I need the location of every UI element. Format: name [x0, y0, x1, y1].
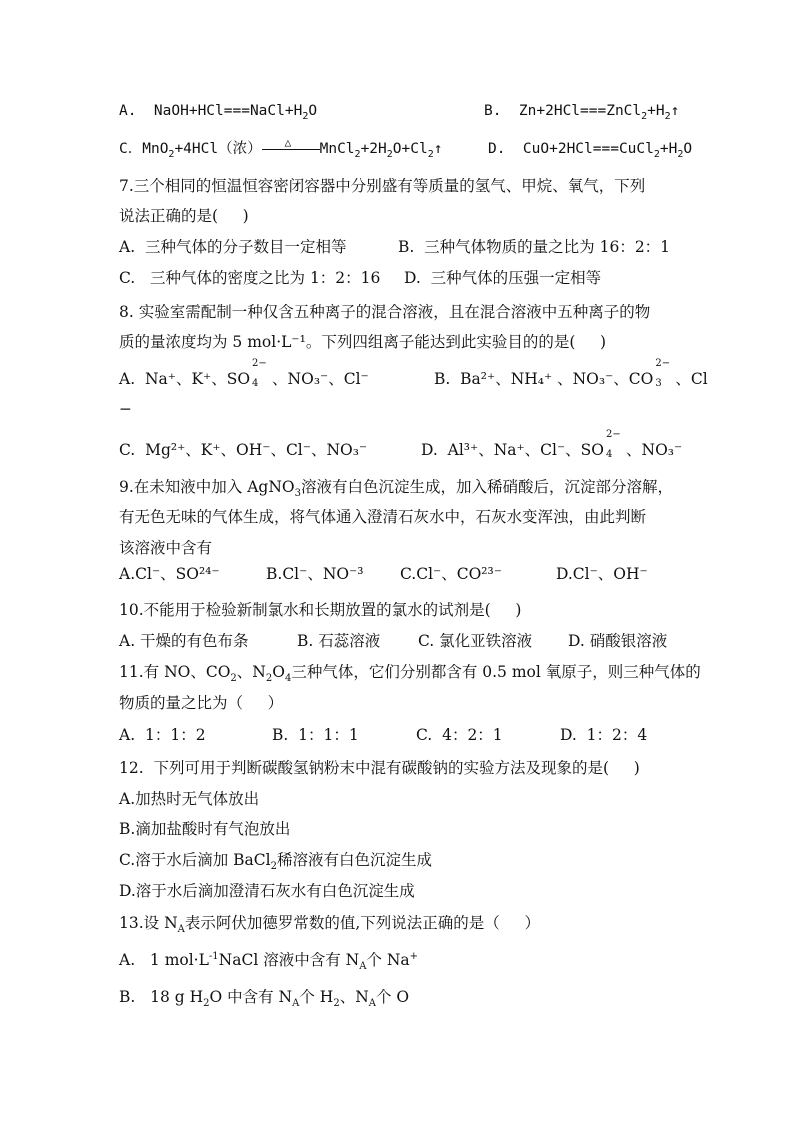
- q8-option-b-wrap: −: [119, 400, 132, 418]
- q6-option-c: C．MnO$_2$+4HCl（浓） △ $MnCl_2+2H_2O+Cl_2↑$: [119, 136, 443, 160]
- q6-option-a: A. $NaOH+HCl===NaCl+H_2O$: [119, 103, 318, 122]
- q6-option-b: B. $Zn+2HCl===ZnCl_2+H_2↑$: [484, 103, 680, 122]
- q13-option-b: B. 18 g $H_2O$ 中含有 $N_A$个 $H_2$、$N_A$个 O: [119, 988, 410, 1010]
- q8-option-b: B. Ba²⁺、NH₄⁺ 、NO₃⁻、CO 2− 3 、Cl: [434, 358, 708, 389]
- q12-stem: 12. 下列可用于判断碳酸氢钠粉末中混有碳酸钠的实验方法及现象的是( ): [119, 759, 640, 777]
- q9-option-d: D.Cl⁻、OH⁻: [556, 565, 648, 583]
- q7-stem-line2: 说法正确的是( ): [119, 207, 249, 225]
- q7-option-b: B. 三种气体物质的量之比为 16：2：1: [398, 238, 671, 256]
- q11-stem-line1: 11.有 NO、$CO_2$、$N_2O_4$三种气体，它们分别都含有 0.5 mol 氧原子，则三种气体的: [119, 663, 701, 685]
- q11-option-a: A. 1：1：2: [119, 726, 206, 744]
- q12-option-c: C.溶于水后滴加 BaCl$_2$稀溶液有白色沉淀生成: [119, 851, 433, 873]
- q11-stem-line2: 物质的量之比为（ ）: [119, 694, 284, 712]
- q13-option-a: A. 1 $mol\cdot L^{-1}NaCl$ 溶液中含有 $N_A$个 Na+: [119, 950, 419, 973]
- q12-option-a: A.加热时无气体放出: [119, 790, 260, 808]
- q13-stem: 13.设 $N_A$表示阿伏加德罗常数的值,下列说法正确的是（ ）: [119, 914, 540, 936]
- q9-stem-line3: 该溶液中含有: [119, 539, 213, 557]
- q8-stem-line1: 8. 实验室需配制一种仅含五种离子的混合溶液，且在混合溶液中五种离子的物: [119, 303, 651, 321]
- q8-option-d: D. Al³⁺、Na⁺、Cl⁻、SO 2− 4 、NO₃⁻: [421, 429, 683, 460]
- q11-option-c: C. 4：2：1: [416, 726, 503, 744]
- q9-option-b: B.Cl⁻、NO⁻³: [266, 565, 364, 583]
- q9-option-c: C.Cl⁻、CO²³⁻: [400, 565, 502, 583]
- q8-option-c: C. Mg²⁺、K⁺、OH⁻、Cl⁻、NO₃⁻: [119, 441, 368, 459]
- q6-option-d: D. $CuO+2HCl===CuCl_2+H_2O$: [488, 141, 693, 160]
- q7-stem-line1: 7.三个相同的恒温恒容密闭容器中分别盛有等质量的氢气、甲烷、氧气，下列: [119, 177, 646, 195]
- q10-option-a: A. 干燥的有色布条: [119, 632, 249, 650]
- q9-option-a: A.Cl⁻、SO²⁴⁻: [119, 565, 220, 583]
- q7-option-c: C. 三种气体的密度之比为 1：2：16: [119, 269, 381, 287]
- q12-option-d: D.溶于水后滴加澄清石灰水有白色沉淀生成: [119, 882, 415, 900]
- q7-option-a: A. 三种气体的分子数目一定相等: [119, 238, 347, 256]
- q9-stem-line2: 有无色无味的气体生成，将气体通入澄清石灰水中，石灰水变浑浊，由此判断: [119, 508, 647, 526]
- q10-option-b: B. 石蕊溶液: [297, 632, 381, 650]
- q12-option-b: B.滴加盐酸时有气泡放出: [119, 820, 291, 838]
- heating-arrow: △: [262, 138, 320, 160]
- q11-option-b: B. 1：1：1: [272, 726, 359, 744]
- q10-option-d: D. 硝酸银溶液: [568, 632, 668, 650]
- q11-option-d: D. 1：2：4: [560, 726, 648, 744]
- q8-stem-line2: 质的量浓度均为 5 mol·L⁻¹。下列四组离子能达到此实验目的的是( ): [119, 333, 607, 351]
- q10-option-c: C. 氯化亚铁溶液: [418, 632, 533, 650]
- q10-stem: 10.不能用于检验新制氯水和长期放置的氯水的试剂是( ): [119, 601, 522, 619]
- q9-stem-line1: 9.在未知液中加入 AgNO$_3$溶液有白色沉淀生成，加入稀硝酸后，沉淀部分溶解，: [119, 478, 673, 500]
- q7-option-d: D. 三种气体的压强一定相等: [404, 269, 602, 287]
- q8-option-a: A. Na⁺、K⁺、SO 2− 4 、NO₃⁻、Cl⁻: [119, 358, 369, 389]
